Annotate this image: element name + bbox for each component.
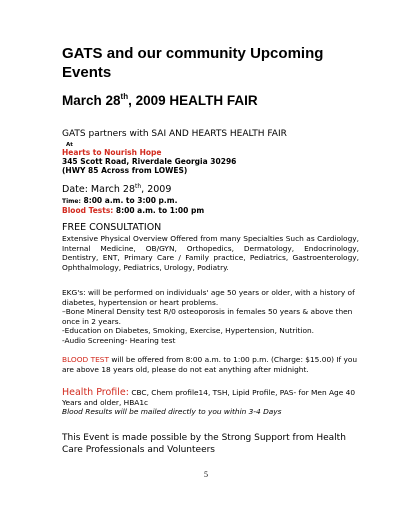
consultation-heading: FREE CONSULTATION — [62, 222, 162, 233]
fair-date-superscript: th — [120, 92, 129, 101]
venue-name: Hearts to Nourish Hope — [62, 148, 162, 157]
venue-directions: (HWY 85 Across from LOWES) — [62, 166, 188, 175]
services-list — [62, 288, 360, 345]
blood-test-hours — [62, 206, 204, 215]
blood-test-text: will be offered from 8:00 a.m. to 1:00 p.m. (Charge: $15.00) If you are above 18 years old, please do not eat anything after midnight. — [62, 355, 358, 374]
event-date-suffix: , 2009 — [141, 184, 172, 195]
blood-tests-label: Blood Tests: — [62, 206, 114, 215]
bone-density-info: –Bone Mineral Density test R/0 osteoporosis in females 50 years & above then once in 2 years. — [62, 307, 353, 326]
time-value: 8:00 a.m. to 3:00 p.m. — [80, 196, 178, 205]
time-label: Time: — [62, 198, 81, 205]
event-date — [62, 184, 171, 195]
event-time — [62, 196, 177, 206]
health-fair-heading — [62, 92, 382, 109]
page-number: 5 — [204, 470, 208, 479]
event-date-superscript: th — [135, 183, 142, 190]
fair-date-prefix: March 28 — [62, 93, 121, 108]
blood-test-info — [62, 355, 360, 374]
support-statement: This Event is made possible by the Strong Support from Health Care Professionals and Volunteers — [62, 433, 346, 455]
ekg-info: EKG's: will be performed on individuals' age 50 years or older, with a history of diabetes, hypertension or heart problems. — [62, 288, 355, 307]
blood-test-label: BLOOD TEST — [62, 355, 109, 364]
health-profile-label: Health Profile: — [62, 387, 129, 398]
health-profile-text: CBC, Chem profile14, TSH, Lipid Profile, PAS- for Men Age 40 Years and older, HBA1c — [62, 388, 356, 407]
event-date-prefix: Date: March 28 — [62, 184, 135, 195]
venue-address: 345 Scott Road, Riverdale Georgia 30296 — [62, 157, 237, 166]
consultation-description: Extensive Physical Overview Offered from many Specialties Such as Cardiology, Internal Medicine, OB/GYN, Orthopedics, Dermatology, Endocrinology, Dentistry, ENT, Primary Care / Family practice, Pediatrics, Gastroenterology, Ophthalmology, Pediatrics, Urology, Podiatry. — [62, 234, 359, 272]
at-label: At — [66, 142, 73, 148]
audio-screening-info: -Audio Screening- Hearing test — [62, 335, 176, 345]
fair-date-suffix: , 2009 HEALTH FAIR — [128, 93, 258, 108]
blood-results-note: Blood Results will be mailed directly to you within 3-4 Days — [62, 407, 282, 416]
health-profile-info — [62, 388, 362, 417]
blood-tests-hours-value: 8:00 a.m. to 1:00 pm — [113, 206, 205, 215]
partners-line: GATS partners with SAI AND HEARTS HEALTH FAIR — [62, 129, 287, 139]
page-title: GATS and our community Upcoming Events — [62, 45, 324, 81]
education-info: -Education on Diabetes, Smoking, Exercise, Hypertension, Nutrition. — [62, 326, 314, 335]
